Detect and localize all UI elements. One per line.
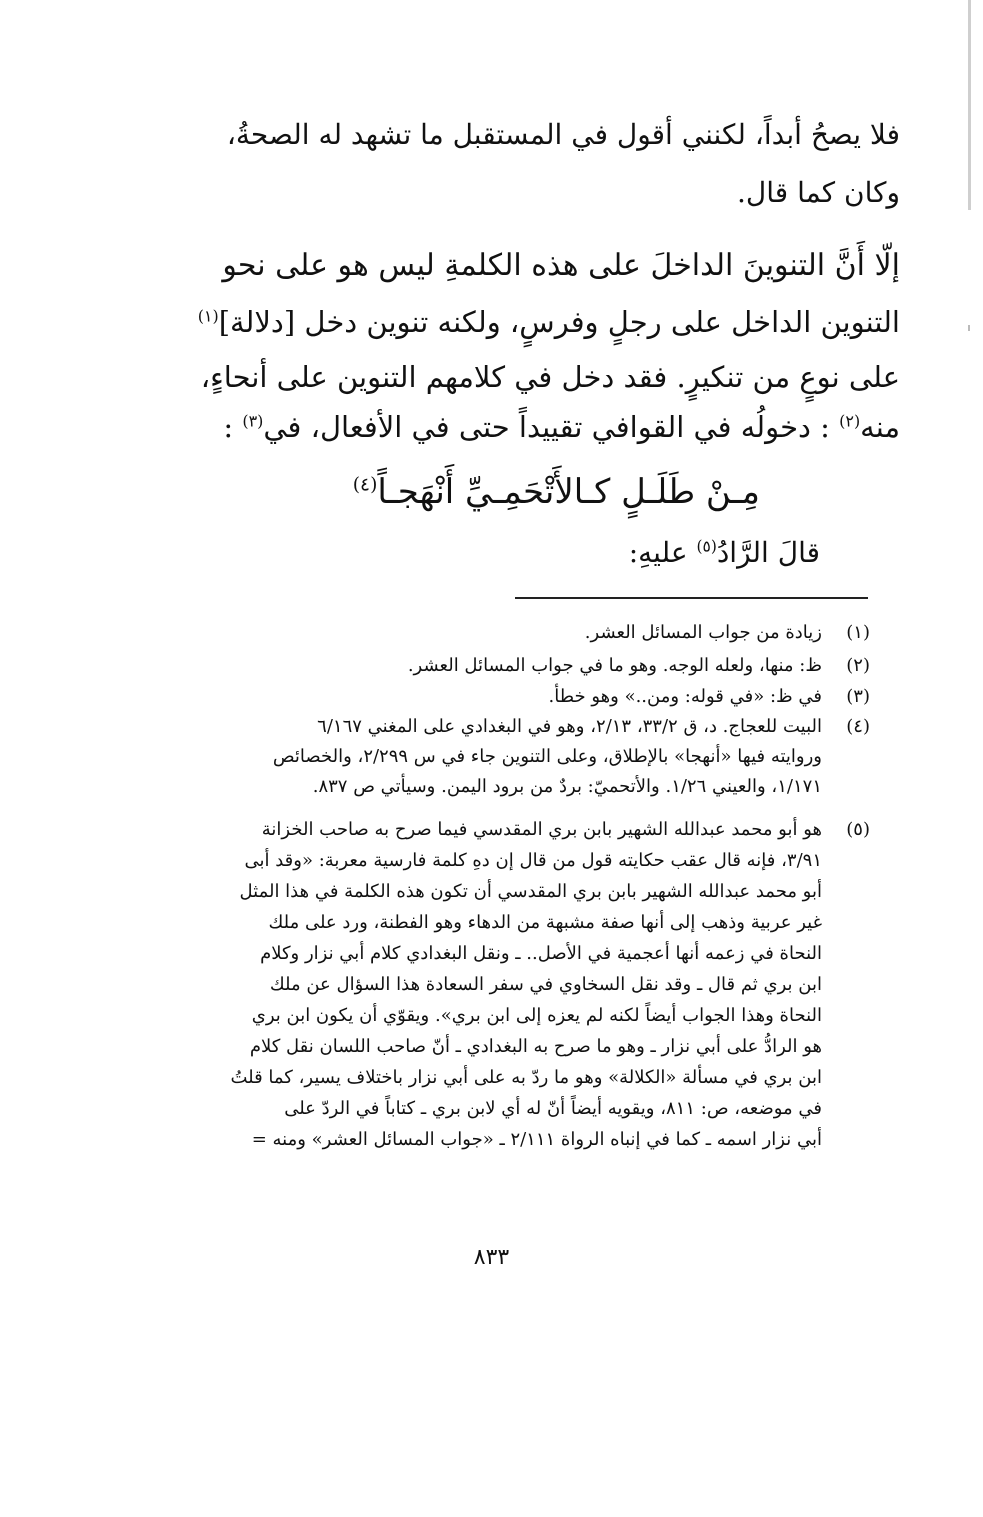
footnote-line: هو أبو محمد عبدالله الشهير بابن بري المقدسي فيما صرح به صاحب الخزانة <box>261 819 822 840</box>
footnote-line: ابن بري ثم قال ـ وقد نقل السخاوي في سفر السعادة هذا السؤال عن ملك <box>269 974 822 995</box>
body-line-1: فلا يصحُ أبداً، لكنني أقول في المستقبل ما تشهد له الصحةُ، <box>226 118 900 151</box>
footnote-line: ابن بري في مسألة «الكلالة» وهو ما ردّ به على أبي نزار باختلاف يسير، كما قلتُ <box>230 1067 822 1088</box>
scan-edge-mark <box>968 0 971 210</box>
footnote-ref-5: (٥) <box>696 537 717 556</box>
qal-text-a: قالَ الرَّادُ <box>716 536 820 569</box>
footnote-ref-1: (١) <box>197 306 219 326</box>
footnote-ref-2: (٢) <box>839 411 861 431</box>
scan-edge-dot <box>968 325 970 331</box>
body-line-6-c: : <box>223 410 243 444</box>
footnote-text: ظ: منها، ولعله الوجه. وهو ما في جواب المسائل العشر. <box>407 655 822 676</box>
footnote-line: ١/١٧١، والعيني ١/٢٦. والأتحميّ: بردٌ من برود اليمن. وسيأتي ص ٨٣٧. <box>312 776 822 797</box>
footnote-line: النحاة في زعمه أنها أعجمية في الأصل.. ـ ونقل البغدادي كلام أبي نزار وكلام <box>260 943 822 964</box>
footnote-line: في موضعه، ص: ٨١١، ويقويه أيضاً أنّ له أي لابن بري ـ كتاباً في الردّ على <box>284 1098 822 1119</box>
footnote-line: وروايته فيها «أنهجا» بالإطلاق، وعلى التنوين جاء في س ٢/٢٩٩، والخصائص <box>272 746 822 767</box>
body-line-6-a: منه <box>860 410 900 444</box>
body-line-4 <box>198 305 900 339</box>
body-line-3: إلّا أَنَّ التنوينَ الداخلَ على هذه الكلمةِ ليس هو على نحو <box>222 248 900 283</box>
footnote-line: النحاة وهذا الجواب أيضاً لكنه لم يعزه إلى ابن بري». ويقوّي أن يكون ابن بري <box>251 1005 822 1026</box>
body-line-2: وكان كما قال. <box>737 176 900 209</box>
body-line-6 <box>223 410 900 444</box>
footnote-text: في ظ: «في قوله: ومن..» وهو خطأ. <box>548 686 822 707</box>
footnote-ref-4: (٤) <box>352 474 378 496</box>
footnote-separator <box>515 597 868 599</box>
footnote-number: (١) <box>846 622 870 643</box>
footnote-number: (٢) <box>846 655 870 676</box>
footnote-line: هو الرادُّ على أبي نزار ـ وهو ما صرح به البغدادي ـ أنّ صاحب اللسان نقل كلام <box>249 1036 822 1057</box>
footnote-line: غير عربية وذهب إلى أنها صفة مشبهة من الدهاء وهو الفطنة، ورد على ملك <box>268 912 822 933</box>
body-line-6-b: : دخولُه في القوافي تقييداً حتى في الأفعال، في <box>263 410 840 444</box>
page-number: ٨٣٣ <box>473 1245 510 1270</box>
footnote-number: (٤) <box>846 716 870 737</box>
body-line-5: على نوعٍ من تنكيرٍ. فقد دخل في كلامهم التنوين على أنحاءٍ، <box>200 360 900 394</box>
footnote-ref-3: (٣) <box>242 411 264 431</box>
poetry-verse <box>353 472 760 512</box>
footnote-text: زيادة من جواب المسائل العشر. <box>584 622 822 643</box>
footnote-line: البيت للعجاج. د، ق ٣٣/٢، ٢/١٣، وهو في البغدادي على المغني ٦/١٦٧ <box>317 716 822 737</box>
qal-text-b: عليهِ: <box>628 536 697 569</box>
footnote-number: (٥) <box>846 819 870 840</box>
footnote-line: أبي نزار اسمه ـ كما في إنباه الرواة ٢/١١١ ـ «جواب المسائل العشر» ومنه = <box>251 1129 822 1150</box>
footnote-line: ٣/٩١، فإنه قال عقب حكايته قول من قال إن دهِ كلمة فارسية معربة: «وقد أبى <box>244 850 822 871</box>
qal-line <box>629 536 820 569</box>
footnote-line: أبو محمد عبدالله الشهير بابن بري المقدسي أن تكون هذه الكلمة في هذا المثل <box>239 881 822 902</box>
body-line-4-text: التنوين الداخل على رجلٍ وفرسٍ، ولكنه تنوين دخل [دلالة] <box>218 305 900 339</box>
footnote-number: (٣) <box>846 686 870 707</box>
verse-text: مِـنْ طَلَـلٍ كـالأَتْحَمِـيِّ أَنْهَجـاً <box>377 472 760 512</box>
